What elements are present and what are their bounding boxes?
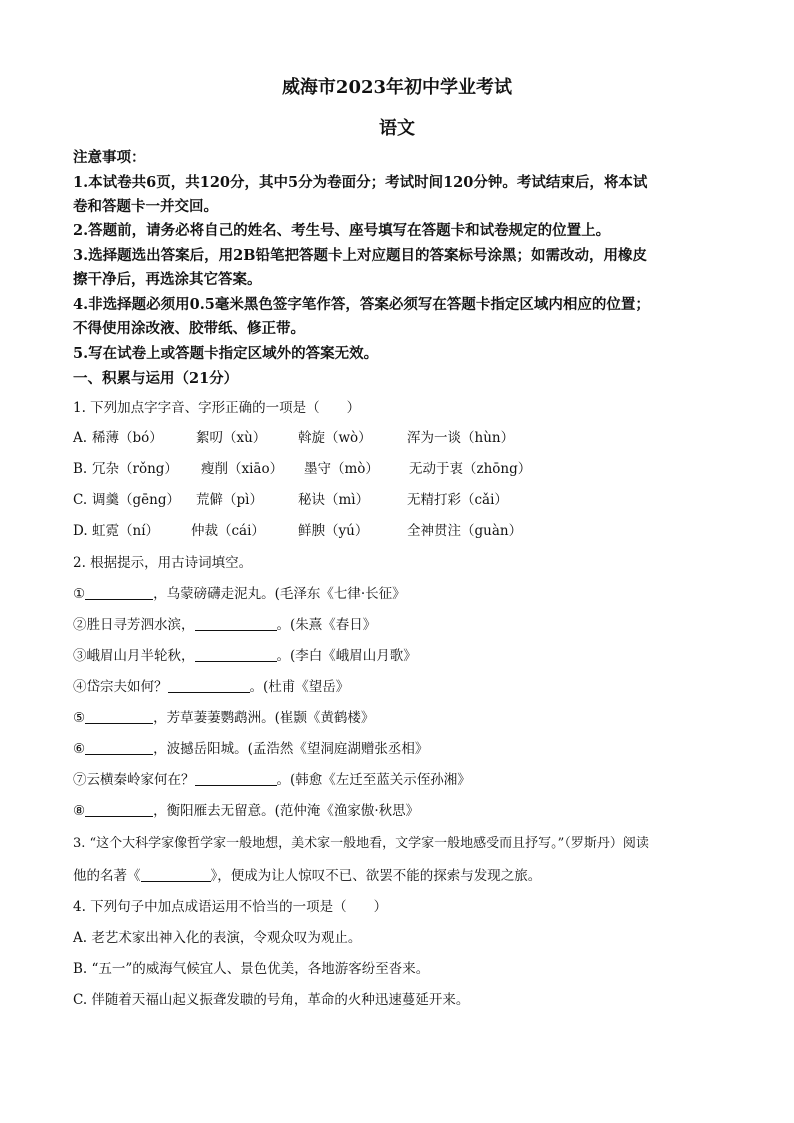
option-letter: C. xyxy=(73,492,88,508)
answer-blank[interactable] xyxy=(85,585,153,600)
option-item: 鲜腴（yú） xyxy=(298,523,369,539)
poem-suffix: ，衡阳雁去无留意。(范仲淹《渔家傲·秋思》 xyxy=(153,803,420,819)
q4-option-a: A. 老艺术家出神入化的表演，令观众叹为观止。 xyxy=(73,930,362,946)
exam-title: 威海市2023年初中学业考试 xyxy=(281,77,513,98)
poem-fill-line xyxy=(73,646,417,666)
option-item: 荒僻（pì） xyxy=(196,492,263,508)
option-item: 稀薄（bó） xyxy=(92,430,163,446)
poem-fill-line xyxy=(73,708,374,728)
option-item: 浑为一谈（hùn） xyxy=(407,430,515,446)
poem-suffix: 。(朱熹《春日》 xyxy=(276,617,377,633)
poem-fill-line xyxy=(73,739,428,759)
poem-prefix: ④岱宗夫如何？ xyxy=(73,679,168,695)
exam-subject: 语文 xyxy=(379,118,415,139)
answer-blank[interactable] xyxy=(195,771,277,786)
poem-fill-line xyxy=(73,615,376,635)
notice-line: 2.答题前，请务必将自己的姓名、考生号、座号填写在答题卡和试卷规定的位置上。 xyxy=(73,222,611,239)
poem-prefix: ⑧ xyxy=(73,803,86,819)
option-item: 无精打彩（cǎi） xyxy=(407,492,508,508)
notice-line: 3.选择题选出答案后，用2B铅笔把答题卡上对应题目的答案标号涂黑；如需改动，用橡皮 xyxy=(73,247,647,264)
question-3-line1: 3. “这个大科学家像哲学家一般地想，美术家一般地看，文学家一般地感受而且抒写。”（罗斯丹）阅读 xyxy=(73,836,649,851)
option-item: 斡旋（wò） xyxy=(298,430,372,446)
poem-fill-line xyxy=(73,677,349,697)
poem-prefix: ⑥ xyxy=(73,741,86,757)
section-heading: 一、积累与运用（21分） xyxy=(73,370,239,387)
poem-suffix: ，芳草萋萋鹦鹉洲。(崔颢《黄鹤楼》 xyxy=(153,710,375,726)
notice-heading: 注意事项： xyxy=(73,149,146,166)
q3-prefix: 他的名著《 xyxy=(73,868,141,884)
poem-fill-line xyxy=(73,770,471,790)
poem-fill-line xyxy=(73,584,406,604)
q3-suffix: 》，便成为让人惊叹不已、欲罢不能的探索与发现之旅。 xyxy=(210,868,542,884)
answer-blank[interactable] xyxy=(168,678,250,693)
poem-prefix: ⑤ xyxy=(73,710,86,726)
option-letter: A. xyxy=(73,430,88,446)
option-item: 墨守（mò） xyxy=(304,461,379,477)
option-item: 瘦削（xiāo） xyxy=(201,461,284,477)
poem-fill-line xyxy=(73,801,419,821)
option-item: 全神贯注（guàn） xyxy=(407,523,523,539)
answer-blank[interactable] xyxy=(85,740,153,755)
poem-suffix: ，波撼岳阳城。(孟浩然《望洞庭湖赠张丞相》 xyxy=(153,741,429,757)
q4-option-c: C. 伴随着天福山起义振聋发聩的号角，革命的火种迅速蔓延开来。 xyxy=(73,992,470,1008)
answer-blank[interactable] xyxy=(195,616,277,631)
poem-suffix: 。(杜甫《望岳》 xyxy=(249,679,350,695)
option-item: 调羹（gēng） xyxy=(92,492,180,508)
answer-blank[interactable] xyxy=(195,647,277,662)
q4-option-b: B. “五一”的威海气候宜人、景色优美，各地游客纷至沓来。 xyxy=(73,961,430,977)
poem-prefix: ① xyxy=(73,586,86,602)
option-item: 无动于衷（zhōng） xyxy=(409,461,532,477)
poem-suffix: 。(李白《峨眉山月歌》 xyxy=(276,648,417,664)
option-letter: D. xyxy=(73,523,88,539)
question-2-stem: 2. 根据提示，用古诗词填空。 xyxy=(73,555,253,571)
poem-prefix: ②胜日寻芳泗水滨， xyxy=(73,617,195,633)
option-item: 仲裁（cái） xyxy=(191,523,265,539)
notice-line: 5.写在试卷上或答题卡指定区域外的答案无效。 xyxy=(73,345,379,362)
question-1-stem: 1. 下列加点字字音、字形正确的一项是（ ） xyxy=(73,400,361,416)
option-item: 絮叨（xù） xyxy=(196,430,267,446)
option-item: 冗杂（rǒng） xyxy=(92,461,178,477)
notice-line: 不得使用涂改液、胶带纸、修正带。 xyxy=(73,320,305,337)
poem-prefix: ③峨眉山月半轮秋， xyxy=(73,648,195,664)
answer-blank[interactable] xyxy=(85,802,153,817)
answer-blank[interactable] xyxy=(141,867,211,882)
option-item: 虹霓（ní） xyxy=(92,523,160,539)
question-4-stem: 4. 下列句子中加点成语运用不恰当的一项是（ ） xyxy=(73,899,388,915)
poem-suffix: 。(韩愈《左迁至蓝关示侄孙湘》 xyxy=(276,772,471,788)
option-item: 秘诀（mì） xyxy=(298,492,370,508)
question-3-line2 xyxy=(73,866,541,886)
notice-line: 4.非选择题必须用0.5毫米黑色签字笔作答，答案必须写在答题卡指定区域内相应的位置； xyxy=(73,296,650,313)
poem-suffix: ，乌蒙磅礴走泥丸。(毛泽东《七律·长征》 xyxy=(153,586,406,602)
answer-blank[interactable] xyxy=(85,709,153,724)
option-letter: B. xyxy=(73,461,88,477)
notice-line: 卷和答题卡一并交回。 xyxy=(73,198,218,215)
notice-line: 1.本试卷共6页，共120分，其中5分为卷面分；考试时间120分钟。考试结束后，将本试 xyxy=(73,174,648,191)
poem-prefix: ⑦云横秦岭家何在？ xyxy=(73,772,195,788)
notice-line: 擦干净后，再选涂其它答案。 xyxy=(73,271,262,288)
